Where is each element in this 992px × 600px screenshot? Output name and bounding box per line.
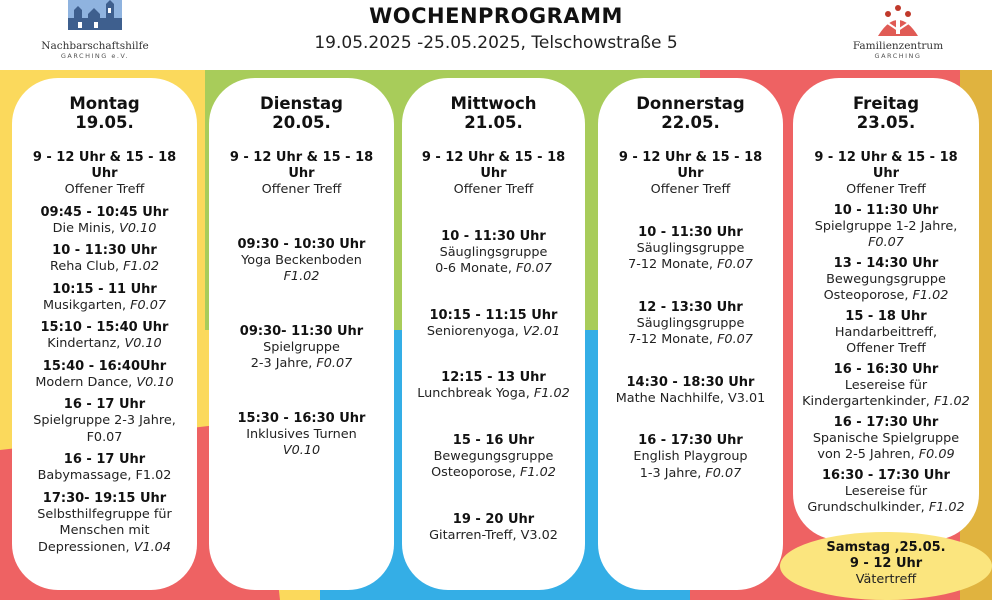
entry-time: 09:30- 11:30 Uhr bbox=[239, 323, 364, 339]
entry-room: F1.02 bbox=[933, 394, 970, 409]
saturday-box bbox=[780, 532, 992, 600]
entry-room: F1.02 bbox=[928, 500, 965, 515]
saturday-time: 9 - 12 Uhr bbox=[849, 556, 923, 571]
entry-description bbox=[18, 221, 191, 238]
entry-line-text: Offener Treff bbox=[261, 182, 342, 197]
saturday-event: Vätertreff bbox=[855, 572, 917, 587]
day-column-mittwoch bbox=[402, 78, 585, 590]
entry-line-text: Offener Treff bbox=[846, 182, 926, 197]
entry-line bbox=[604, 316, 777, 333]
entry-line bbox=[215, 253, 388, 270]
entry-line bbox=[799, 325, 973, 342]
familienzentrum-logo bbox=[848, 0, 948, 60]
entry-line bbox=[604, 241, 777, 258]
entry-time: 15:10 - 15:40 Uhr bbox=[40, 320, 169, 335]
entry-line bbox=[408, 465, 579, 482]
entry-line-text: 7-12 Monate, bbox=[628, 257, 713, 272]
schedule-entry bbox=[18, 359, 191, 392]
entry-room: V0.10 bbox=[124, 336, 162, 351]
schedule-entry bbox=[18, 397, 191, 446]
entry-line-text: Kindertanz, bbox=[47, 336, 121, 351]
entry-room: F0.07 bbox=[705, 465, 742, 481]
day-entries bbox=[793, 150, 979, 517]
entry-line bbox=[215, 182, 388, 199]
entry-line bbox=[408, 528, 579, 545]
schedule-entry bbox=[18, 205, 191, 238]
entry-line bbox=[18, 221, 191, 238]
entry-room: F1.02 bbox=[520, 465, 556, 480]
entry-line-text: Grundschulkinder, bbox=[807, 500, 925, 515]
entry-description bbox=[408, 386, 579, 403]
entry-line-text: 2-3 Jahre, bbox=[250, 356, 313, 371]
entry-description bbox=[799, 182, 973, 199]
entry-line-text: Mathe Nachhilfe, V3.01 bbox=[615, 390, 766, 406]
entry-line bbox=[799, 341, 973, 358]
schedule-entry bbox=[408, 150, 579, 199]
day-weekday: Dienstag bbox=[260, 94, 343, 113]
schedule-entry bbox=[408, 370, 579, 403]
day-header bbox=[598, 94, 783, 132]
entry-time: 19 - 20 Uhr bbox=[452, 511, 535, 527]
entry-description bbox=[408, 245, 579, 278]
entry-time: 16:30 - 17:30 Uhr bbox=[822, 467, 950, 483]
day-header bbox=[209, 94, 394, 132]
entry-room: F0.07 bbox=[717, 257, 753, 272]
entry-line bbox=[18, 468, 191, 485]
day-weekday: Montag bbox=[69, 94, 140, 113]
entry-time: 15:40 - 16:40Uhr bbox=[42, 358, 167, 374]
entry-room: V1.04 bbox=[133, 539, 171, 555]
entry-description bbox=[408, 449, 579, 482]
schedule-entry bbox=[18, 282, 191, 315]
logo-left-name: Nachbarschaftshilfe bbox=[41, 40, 149, 52]
entry-time: 10 - 11:30 Uhr bbox=[52, 243, 157, 258]
entry-room: F0.07 bbox=[316, 356, 353, 371]
day-date: 22.05. bbox=[661, 113, 720, 132]
entry-line-text: Die Minis, bbox=[52, 220, 116, 236]
schedule-entry bbox=[18, 150, 191, 199]
entry-line bbox=[18, 507, 191, 524]
entry-time: 9 - 12 Uhr & 15 - 18 Uhr bbox=[32, 150, 177, 181]
entry-line-text: Reha Club, bbox=[50, 259, 120, 274]
entry-description bbox=[18, 468, 191, 485]
logo-right-sub: GARCHING bbox=[874, 52, 922, 60]
family-tree-icon bbox=[876, 0, 920, 36]
entry-line-text: 7-12 Monate, bbox=[628, 332, 713, 347]
schedule-entry bbox=[799, 256, 973, 305]
day-entries bbox=[598, 150, 783, 482]
entry-line-text: Lesereise für bbox=[844, 483, 928, 499]
entry-description bbox=[799, 325, 973, 358]
schedule-entry bbox=[604, 433, 777, 482]
entry-line bbox=[799, 394, 973, 411]
entry-time: 16 - 17 Uhr bbox=[63, 452, 146, 467]
entry-description bbox=[215, 340, 388, 373]
entry-time: 17:30- 19:15 Uhr bbox=[42, 490, 167, 506]
schedule-entry bbox=[18, 320, 191, 353]
entry-line-text: Musikgarten, bbox=[42, 297, 127, 313]
entry-description bbox=[215, 427, 388, 460]
logo-right-name: Familienzentrum bbox=[852, 40, 944, 52]
entry-room: F0.09 bbox=[918, 447, 955, 462]
entry-line-text: English Playgroup bbox=[633, 449, 748, 464]
entry-time: 15 - 16 Uhr bbox=[452, 432, 535, 448]
entry-line bbox=[18, 540, 191, 557]
entry-description bbox=[18, 507, 191, 557]
day-date: 19.05. bbox=[75, 113, 134, 132]
entry-time: 16 - 16:30 Uhr bbox=[833, 361, 939, 377]
entry-description bbox=[18, 413, 191, 446]
schedule-entry bbox=[799, 309, 973, 358]
schedule-entry bbox=[408, 229, 579, 278]
entry-description bbox=[799, 378, 973, 411]
entry-line-text: Offener Treff bbox=[453, 182, 534, 197]
entry-line bbox=[799, 182, 973, 199]
entry-time: 16 - 17:30 Uhr bbox=[833, 414, 939, 430]
entry-line bbox=[799, 484, 973, 501]
schedule-entry bbox=[604, 150, 777, 199]
entry-description bbox=[408, 528, 579, 545]
entry-description bbox=[408, 182, 579, 199]
entry-description bbox=[18, 182, 191, 199]
entry-time: 09:45 - 10:45 Uhr bbox=[40, 204, 169, 220]
entry-line bbox=[18, 523, 191, 540]
entry-description bbox=[18, 259, 191, 276]
entry-description bbox=[799, 431, 973, 464]
saturday-label: Samstag ,25.05. bbox=[826, 540, 946, 555]
schedule-entry bbox=[215, 150, 388, 199]
day-weekday: Freitag bbox=[852, 94, 920, 113]
entry-time: 15:30 - 16:30 Uhr bbox=[237, 410, 366, 426]
entry-description bbox=[215, 253, 388, 286]
entry-time: 10:15 - 11 Uhr bbox=[52, 281, 157, 297]
entry-line-text: Offener Treff bbox=[846, 341, 926, 356]
entry-line-text: F0.07 bbox=[86, 429, 123, 445]
entry-line bbox=[604, 466, 777, 483]
entry-room: F0.07 bbox=[515, 261, 552, 276]
entry-line bbox=[408, 261, 579, 278]
day-weekday: Donnerstag bbox=[636, 94, 745, 113]
entry-description bbox=[18, 336, 191, 353]
entry-line bbox=[799, 272, 973, 289]
schedule-entry bbox=[215, 324, 388, 373]
entry-line-text: Bewegungsgruppe bbox=[826, 271, 946, 287]
entry-line bbox=[799, 500, 973, 517]
entry-time: 9 - 12 Uhr & 15 - 18 Uhr bbox=[421, 150, 566, 181]
entry-description bbox=[799, 219, 973, 252]
schedule-entry bbox=[408, 433, 579, 482]
day-date: 23.05. bbox=[856, 113, 916, 132]
entry-line bbox=[18, 413, 191, 430]
entry-line bbox=[799, 431, 973, 448]
day-column-freitag bbox=[793, 78, 979, 540]
day-header bbox=[793, 94, 979, 132]
entry-time: 9 - 12 Uhr & 15 - 18 Uhr bbox=[814, 150, 958, 181]
schedule-entry bbox=[215, 237, 388, 286]
entry-time: 9 - 12 Uhr & 15 - 18 Uhr bbox=[229, 150, 374, 181]
entry-line bbox=[215, 340, 388, 357]
day-column-montag bbox=[12, 78, 197, 590]
logo-left-sub: GARCHING e.V. bbox=[60, 52, 130, 60]
entry-line-text: Handarbeittreff, bbox=[834, 324, 938, 340]
entry-room: F0.07 bbox=[717, 332, 753, 347]
entry-line bbox=[799, 219, 973, 236]
entry-line-text: 0-6 Monate, bbox=[435, 261, 512, 276]
entry-line-text: Offener Treff bbox=[650, 182, 731, 197]
day-entries bbox=[402, 150, 585, 544]
schedule-entry bbox=[799, 468, 973, 517]
entry-line-text: Seniorenyoga, bbox=[426, 323, 519, 339]
entry-line bbox=[408, 386, 579, 403]
day-date: 20.05. bbox=[272, 113, 331, 132]
entry-description bbox=[18, 298, 191, 315]
entry-time: 10:15 - 11:15 Uhr bbox=[429, 307, 558, 323]
entry-time: 13 - 14:30 Uhr bbox=[833, 255, 939, 271]
header bbox=[0, 0, 992, 70]
entry-room: V0.10 bbox=[282, 443, 321, 458]
entry-time: 16 - 17:30 Uhr bbox=[638, 433, 743, 448]
entry-time: 9 - 12 Uhr & 15 - 18 Uhr bbox=[618, 150, 763, 181]
entry-line bbox=[408, 324, 579, 341]
entry-line-text: Säuglingsgruppe bbox=[439, 244, 548, 260]
entry-time: 16 - 17 Uhr bbox=[63, 397, 146, 412]
day-header bbox=[12, 94, 197, 132]
entry-line bbox=[799, 447, 973, 464]
entry-description bbox=[604, 449, 777, 482]
entry-line-text: Osteoporose, bbox=[431, 465, 516, 480]
entry-room: F0.07 bbox=[868, 235, 904, 250]
schedule-entry bbox=[799, 415, 973, 464]
entry-line-text: Spielgruppe 1-2 Jahre, bbox=[814, 218, 958, 234]
entry-description bbox=[604, 182, 777, 199]
entry-line-text: Spielgruppe 2-3 Jahre, bbox=[33, 413, 176, 428]
entry-room: F0.07 bbox=[130, 297, 167, 313]
entry-line bbox=[408, 449, 579, 466]
entry-time: 10 - 11:30 Uhr bbox=[638, 224, 743, 240]
entry-time: 12 - 13:30 Uhr bbox=[638, 299, 743, 315]
entry-description bbox=[604, 316, 777, 349]
day-date: 21.05. bbox=[464, 113, 523, 132]
entry-line-text: Selbsthilfegruppe für bbox=[37, 506, 172, 522]
entry-line-text: 1-3 Jahre, bbox=[639, 465, 702, 481]
entry-time: 10 - 11:30 Uhr bbox=[441, 228, 546, 244]
entry-time: 10 - 11:30 Uhr bbox=[833, 202, 939, 218]
entry-description bbox=[604, 391, 777, 408]
entry-room: F1.02 bbox=[123, 259, 159, 274]
entry-description bbox=[408, 324, 579, 341]
entry-time: 09:30 - 10:30 Uhr bbox=[237, 236, 366, 252]
entry-line-text: Offener Treff bbox=[64, 182, 145, 197]
entry-line-text: Babymassage, F1.02 bbox=[37, 468, 172, 483]
entry-time: 14:30 - 18:30 Uhr bbox=[626, 374, 755, 390]
entry-line bbox=[604, 391, 777, 408]
entry-room: V0.10 bbox=[119, 220, 157, 236]
entry-description bbox=[18, 375, 191, 392]
entry-line-text: Säuglingsgruppe bbox=[636, 315, 745, 331]
entry-line-text: Inklusives Turnen bbox=[246, 426, 357, 442]
schedule-entry bbox=[604, 375, 777, 408]
entry-time: 15 - 18 Uhr bbox=[845, 308, 927, 324]
day-entries bbox=[209, 150, 394, 460]
entry-line bbox=[215, 356, 388, 373]
entry-line-text: Spanische Spielgruppe bbox=[812, 430, 960, 446]
schedule-entry bbox=[799, 150, 973, 199]
schedule-entry bbox=[604, 225, 777, 274]
entry-line bbox=[18, 182, 191, 199]
day-column-donnerstag bbox=[598, 78, 783, 590]
entry-room: F1.02 bbox=[533, 386, 570, 401]
entry-line bbox=[604, 257, 777, 274]
entry-line-text: Yoga Beckenboden bbox=[241, 252, 362, 268]
entry-line-text: Menschen mit bbox=[59, 523, 150, 538]
schedule-entry bbox=[408, 512, 579, 545]
entry-description bbox=[215, 182, 388, 199]
day-weekday: Mittwoch bbox=[450, 94, 537, 113]
page-title: WOCHENPROGRAMM bbox=[369, 4, 623, 28]
schedule-entry bbox=[215, 411, 388, 460]
entry-description bbox=[604, 241, 777, 274]
entry-room: F1.02 bbox=[283, 269, 320, 284]
day-entries bbox=[12, 150, 197, 556]
entry-line bbox=[215, 427, 388, 444]
schedule-entry bbox=[18, 243, 191, 276]
schedule-entry bbox=[408, 308, 579, 341]
entry-line bbox=[604, 182, 777, 199]
schedule-entry bbox=[799, 203, 973, 252]
schedule-entry bbox=[799, 362, 973, 411]
entry-line bbox=[18, 430, 191, 447]
entry-line-text: Bewegungsgruppe bbox=[433, 448, 554, 464]
entry-line bbox=[408, 245, 579, 262]
entry-line-text: Kindergartenkinder, bbox=[802, 394, 930, 409]
entry-line-text: Gitarren-Treff, V3.02 bbox=[429, 527, 558, 543]
entry-line bbox=[18, 298, 191, 315]
entry-description bbox=[799, 272, 973, 305]
entry-line bbox=[799, 288, 973, 305]
entry-description bbox=[799, 484, 973, 517]
day-column-dienstag bbox=[209, 78, 394, 590]
entry-room: V0.10 bbox=[136, 374, 174, 390]
entry-line-text: Osteoporose, bbox=[823, 288, 909, 303]
entry-room: F1.02 bbox=[912, 288, 949, 303]
entry-line-text: Modern Dance, bbox=[35, 374, 133, 390]
entry-line-text: Säuglingsgruppe bbox=[636, 240, 745, 256]
schedule-entry bbox=[18, 452, 191, 485]
day-header bbox=[402, 94, 585, 132]
entry-line bbox=[604, 332, 777, 349]
entry-line bbox=[799, 378, 973, 395]
entry-line-text: von 2-5 Jahren, bbox=[817, 447, 915, 462]
entry-line-text: Lesereise für bbox=[844, 377, 928, 393]
entry-line bbox=[18, 375, 191, 392]
entry-line bbox=[604, 449, 777, 466]
entry-line-text: Spielgruppe bbox=[263, 339, 340, 355]
page-subtitle: 19.05.2025 -25.05.2025, Telschowstraße 5 bbox=[314, 33, 678, 53]
entry-line-text: Lunchbreak Yoga, bbox=[417, 386, 530, 401]
entry-time: 12:15 - 13 Uhr bbox=[441, 370, 546, 385]
entry-line-text: Depressionen, bbox=[38, 539, 130, 555]
entry-line bbox=[18, 336, 191, 353]
entry-room: V2.01 bbox=[522, 323, 561, 339]
entry-line bbox=[408, 182, 579, 199]
schedule-entry bbox=[604, 300, 777, 349]
entry-line bbox=[18, 259, 191, 276]
schedule-entry bbox=[18, 491, 191, 557]
